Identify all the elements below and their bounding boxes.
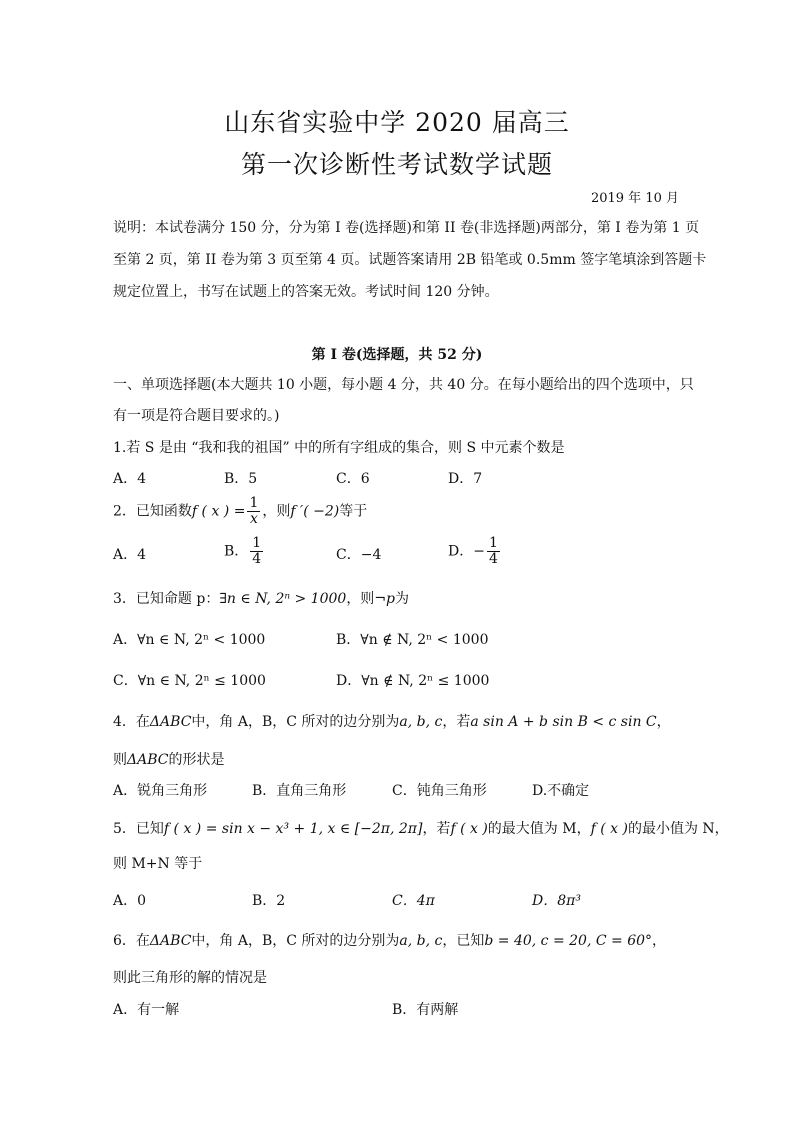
q3-stem-mid: ，则 — [346, 591, 375, 607]
q4-stem-mid: 中，角 A，B，C 所对的边分别为 — [191, 714, 400, 730]
q4-stem-pre: 4．在 — [113, 714, 150, 730]
q4-stem2-post: 的形状是 — [168, 752, 225, 768]
q2-option-b-denominator: 4 — [252, 551, 262, 567]
q4-sides: a, b, c — [399, 714, 443, 730]
q2-stem-post: 等于 — [339, 503, 368, 520]
q2-option-a: A．4 — [113, 547, 147, 563]
q6-stem-line1 — [113, 930, 666, 950]
q3-option-a: A．∀n ∈ N, 2ⁿ < 1000 — [113, 632, 266, 648]
q3-option-d: D．∀n ∉ N, 2ⁿ ≤ 1000 — [336, 673, 490, 689]
q2-function: f ( x ) = — [191, 503, 246, 520]
q5-stem-mid2: 的最大值为 M， — [487, 821, 591, 837]
q4-option-d: D.不确定 — [532, 783, 590, 799]
q2-option-b-fraction — [250, 536, 263, 567]
q4-option-a: A．锐角三角形 — [113, 783, 208, 799]
q2-option-d-numerator: 1 — [488, 535, 498, 551]
q6-option-a: A．有一解 — [113, 1002, 180, 1018]
intro-line-3: 规定位置上，书写在试题上的答案无效。考试时间 120 分钟。 — [113, 284, 499, 300]
q5-option-b: B．2 — [252, 893, 286, 909]
q1-option-c: C．6 — [336, 471, 370, 487]
q2-option-c: C．−4 — [336, 547, 382, 563]
q5-option-c: C．4π — [392, 893, 435, 909]
q6-stem-mid: 中，角 A，B，C 所对的边分别为 — [191, 933, 400, 949]
q3-stem-pre: 3．已知命题 p： — [113, 591, 220, 607]
q1-option-a: A．4 — [113, 471, 147, 487]
q3-proposition: ∃n ∈ N, 2ⁿ > 1000 — [219, 591, 347, 607]
q1-option-d: D．7 — [448, 471, 483, 487]
q2-option-d — [448, 536, 502, 567]
q3-stem-post: 为 — [395, 591, 410, 607]
q2-option-b-numerator: 1 — [252, 535, 262, 551]
q5-stem-line2: 则 M+N 等于 — [113, 856, 203, 872]
q2-fraction-denominator: x — [249, 511, 258, 527]
q6-sides: a, b, c — [399, 933, 443, 949]
q4-triangle: ΔABC — [149, 714, 192, 730]
part-instructions-1: 一、单项选择题(本大题共 10 小题，每小题 4 分，共 40 分。在每小题给出的四个选项中，只 — [113, 377, 694, 393]
q6-stem-line2: 则此三角形的解的情况是 — [113, 970, 267, 986]
q4-option-b: B．直角三角形 — [252, 783, 347, 799]
q2-option-d-label: D．− — [448, 543, 485, 560]
section-heading: 第 I 卷(选择题，共 52 分) — [311, 347, 483, 363]
q4-triangle-2: ΔABC — [127, 752, 169, 768]
q2-derivative: f ′( −2) — [290, 503, 340, 520]
q2-option-d-fraction — [487, 536, 500, 567]
q5-option-d: D．8π³ — [532, 893, 581, 909]
q5-function: f ( x ) = sin x − x³ + 1, x ∈ [−2π, 2π] — [163, 821, 423, 837]
q5-option-a: A．0 — [113, 893, 147, 909]
q2-option-b-label: B． — [224, 543, 249, 560]
q5-stem-mid: ，若 — [422, 821, 451, 837]
q4-stem-line2 — [113, 749, 224, 769]
q5-stem-pre: 5．已知 — [113, 821, 164, 837]
q2-stem-mid: ，则 — [262, 503, 291, 520]
exam-title-line2: 第一次诊断性考试数学试题 — [240, 150, 553, 179]
intro-line-2: 至第 2 页，第 II 卷为第 3 页至第 4 页。试题答案请用 2B 铅笔或 0.5mm 签字笔填涂到答题卡 — [113, 252, 707, 268]
q1-stem: 1.若 S 是由 “我和我的祖国” 中的所有字组成的集合，则 S 中元素个数是 — [113, 440, 565, 456]
q6-triangle: ΔABC — [149, 933, 192, 949]
exam-date: 2019 年 10 月 — [590, 191, 679, 206]
q4-stem2-pre: 则 — [113, 752, 127, 768]
q6-stem-mid2: ，已知 — [442, 933, 485, 949]
q2-option-b — [224, 536, 265, 567]
q3-stem — [113, 588, 409, 608]
q1-option-b: B．5 — [224, 471, 258, 487]
q4-stem-line1 — [113, 711, 671, 731]
q3-option-c: C．∀n ∈ N, 2ⁿ ≤ 1000 — [113, 673, 266, 689]
q5-stem-line1 — [113, 818, 729, 838]
q4-stem-post: ， — [656, 714, 671, 730]
part-instructions-2: 有一项是符合题目要求的。) — [113, 408, 280, 424]
q4-condition: a sin A + b sin B < c sin C — [470, 714, 657, 730]
q5-fx: f ( x ) — [450, 821, 488, 837]
q2-stem-pre: 2．已知函数 — [113, 503, 192, 520]
q6-stem-pre: 6．在 — [113, 933, 150, 949]
q2-fraction — [247, 496, 260, 527]
intro-line-1: 说明：本试卷满分 150 分，分为第 I 卷(选择题)和第 II 卷(非选择题)两部分，第 I 卷为第 1 页 — [113, 220, 700, 236]
q6-option-b: B．有两解 — [392, 1002, 459, 1018]
q6-stem-post: ， — [652, 933, 667, 949]
q2-stem — [113, 496, 367, 527]
q2-option-d-denominator: 4 — [488, 551, 498, 567]
q4-stem-mid2: ，若 — [442, 714, 471, 730]
exam-title-line1: 山东省实验中学 2020 届高三 — [224, 108, 570, 137]
q3-negation: ¬p — [374, 591, 396, 607]
q6-condition: b = 40, c = 20, C = 60° — [484, 933, 653, 949]
q3-option-b: B．∀n ∉ N, 2ⁿ < 1000 — [336, 632, 489, 648]
q2-fraction-numerator: 1 — [249, 495, 259, 511]
q5-fx-2: f ( x ) — [590, 821, 628, 837]
q4-option-c: C．钝角三角形 — [392, 783, 487, 799]
q5-stem-post: 的最小值为 N， — [627, 821, 729, 837]
